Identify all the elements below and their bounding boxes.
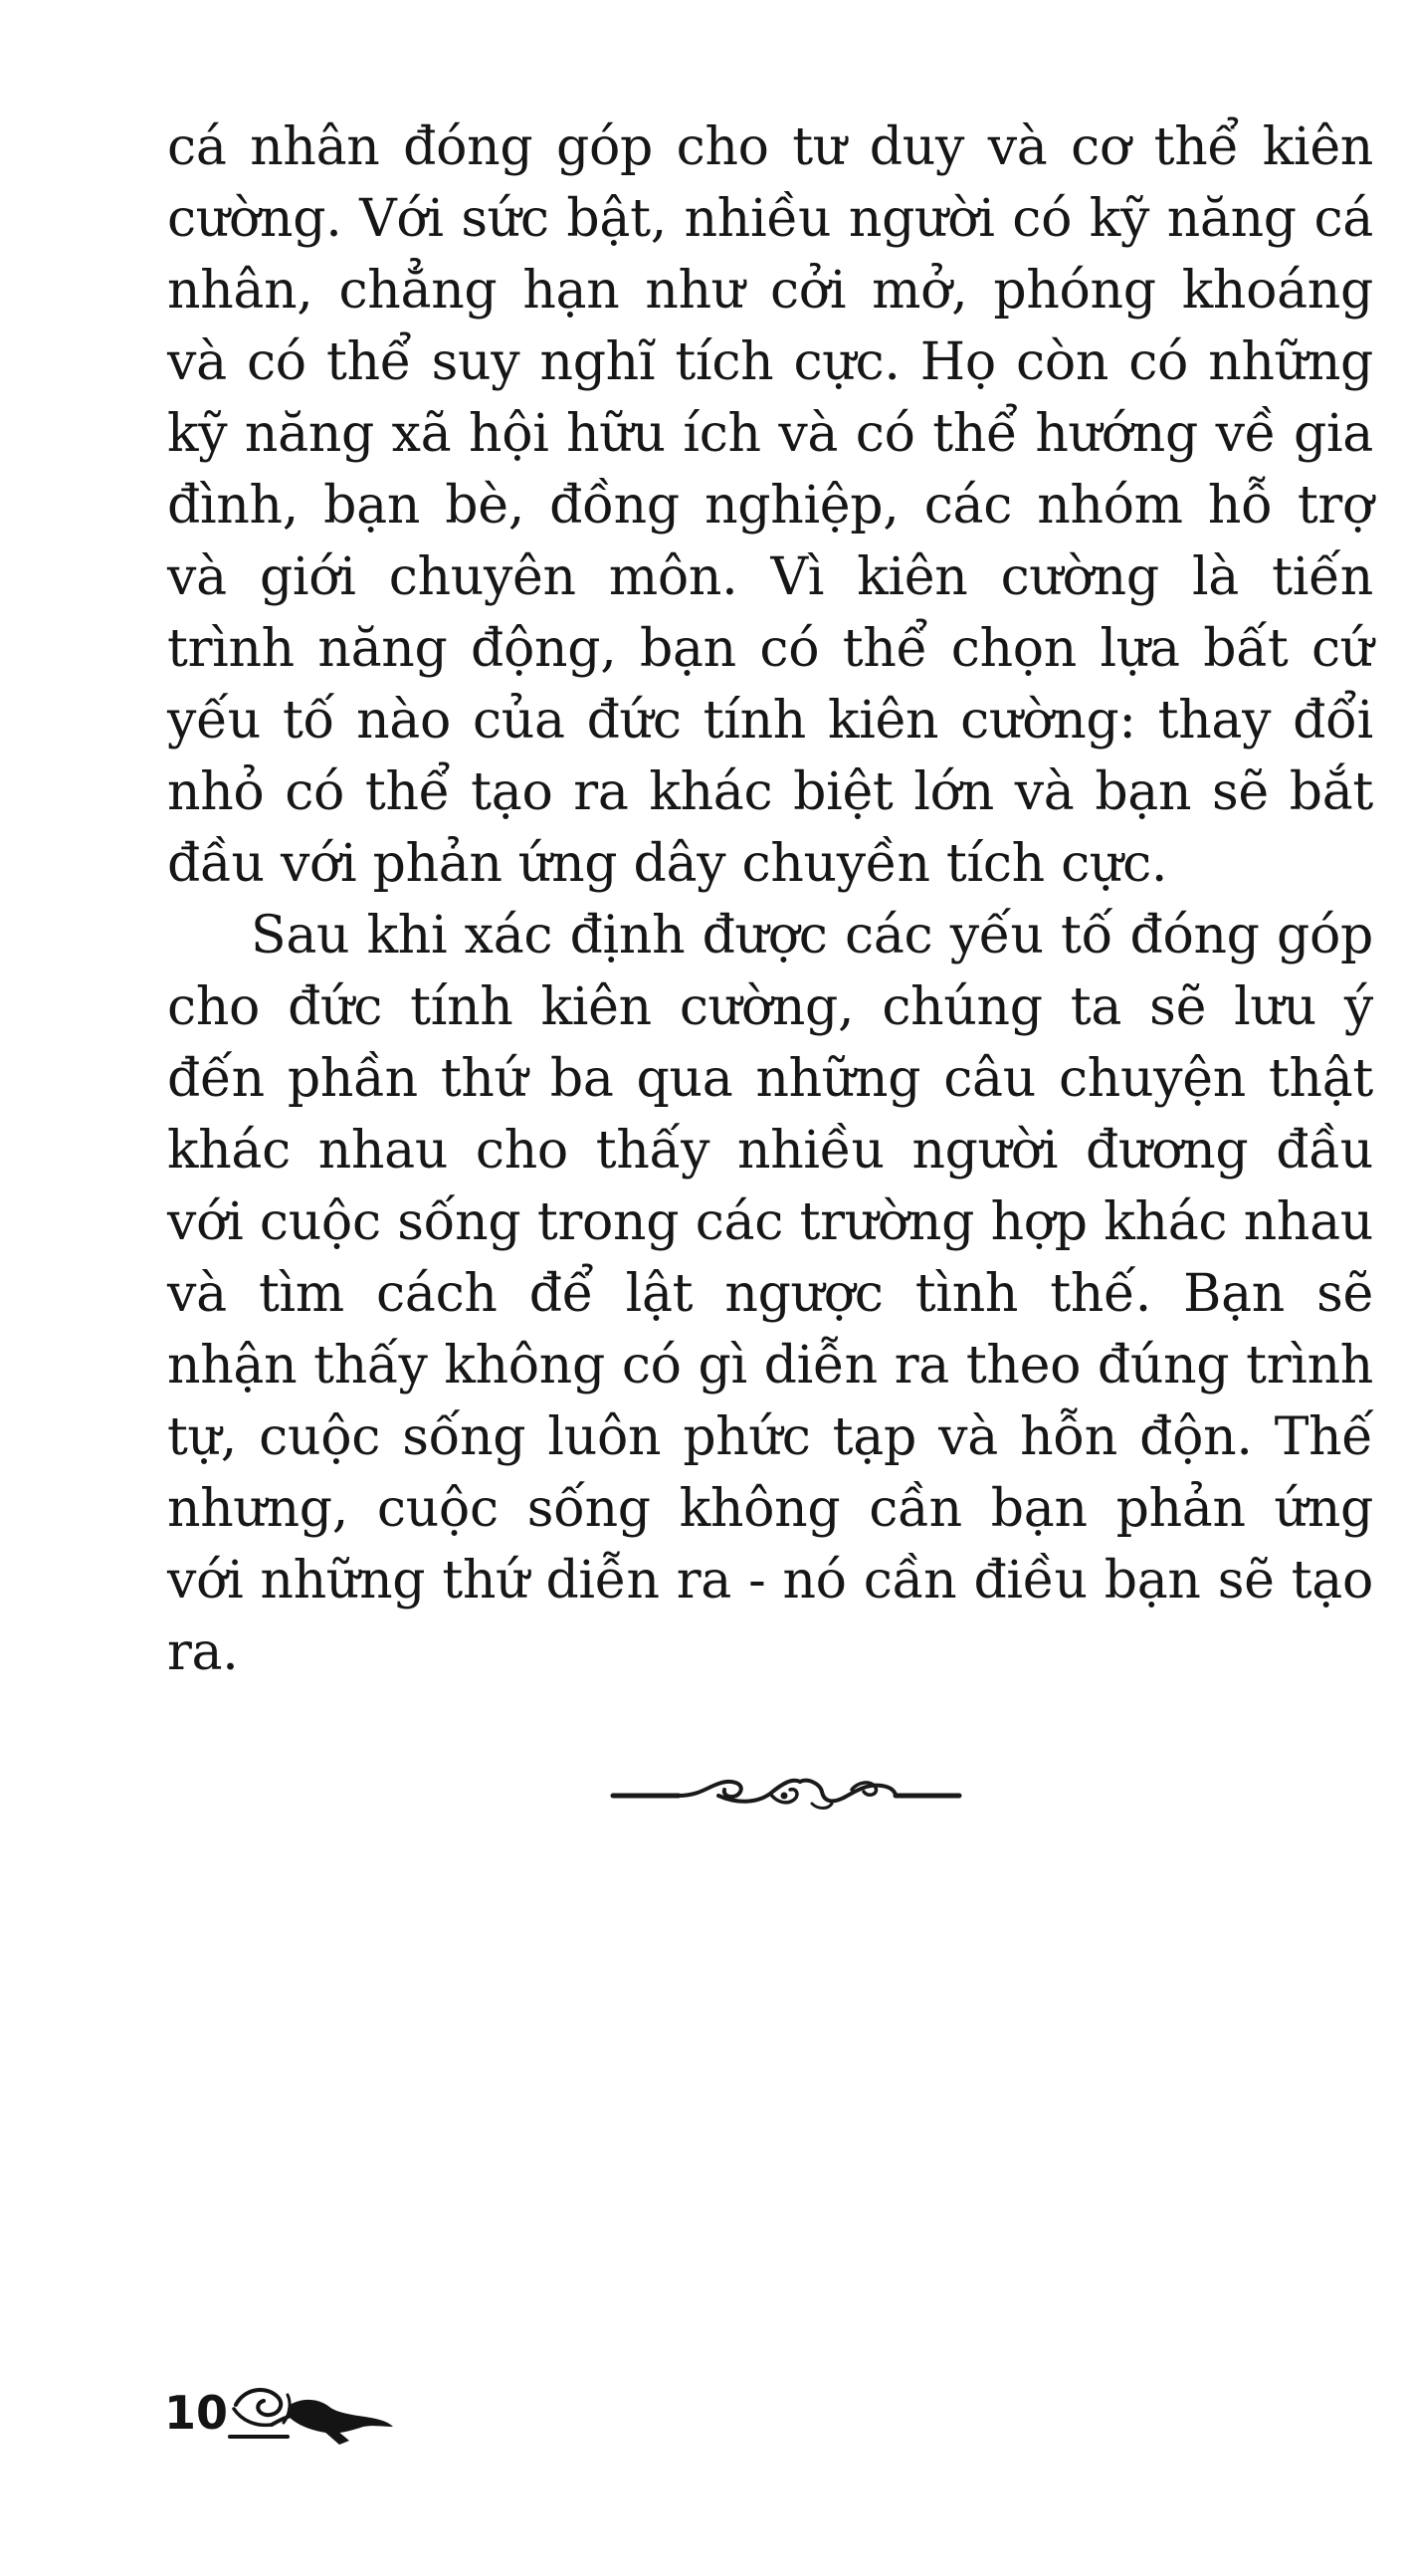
page-number: 10: [164, 2386, 229, 2440]
decorative-quill-icon: [228, 2375, 397, 2453]
page-footer: [164, 2375, 403, 2455]
flourish-divider-icon: [607, 1760, 965, 1820]
paragraph-2: Sau khi xác định được các yếu tố đóng góp cho đức tính kiên cường, chúng ta sẽ lưu ý đến phần thứ ba qua những câu chuyện thật khác nhau cho thấy nhiều người đương đầu với cuộc sống trong các trường hợp khác nhau và tìm cách để lật ngược tình thế. Bạn sẽ nhận thấy không có gì diễn ra theo đúng trình tự, cuộc sống luôn phức tạp và hỗn độn. Thế nhưng, cuộc sống không cần bạn phản ứng với những thứ diễn ra - nó cần điều bạn sẽ tạo ra.: [167, 906, 1373, 1682]
paragraph-1: cá nhân đóng góp cho tư duy và cơ thể kiên cường. Với sức bật, nhiều người có kỹ năng cá nhân, chẳng hạn như cởi mở, phóng khoáng và có thể suy nghĩ tích cực. Họ còn có những kỹ năng xã hội hữu ích và có thể hướng về gia đình, bạn bè, đồng nghiệp, các nhóm hỗ trợ và giới chuyên môn. Vì kiên cường là tiến trình năng động, bạn có thể chọn lựa bất cứ yếu tố nào của đức tính kiên cường: thay đổi nhỏ có thể tạo ra khác biệt lớn và bạn sẽ bắt đầu với phản ứng dây chuyền tích cực.: [167, 117, 1373, 894]
body-text: [167, 111, 1373, 1688]
